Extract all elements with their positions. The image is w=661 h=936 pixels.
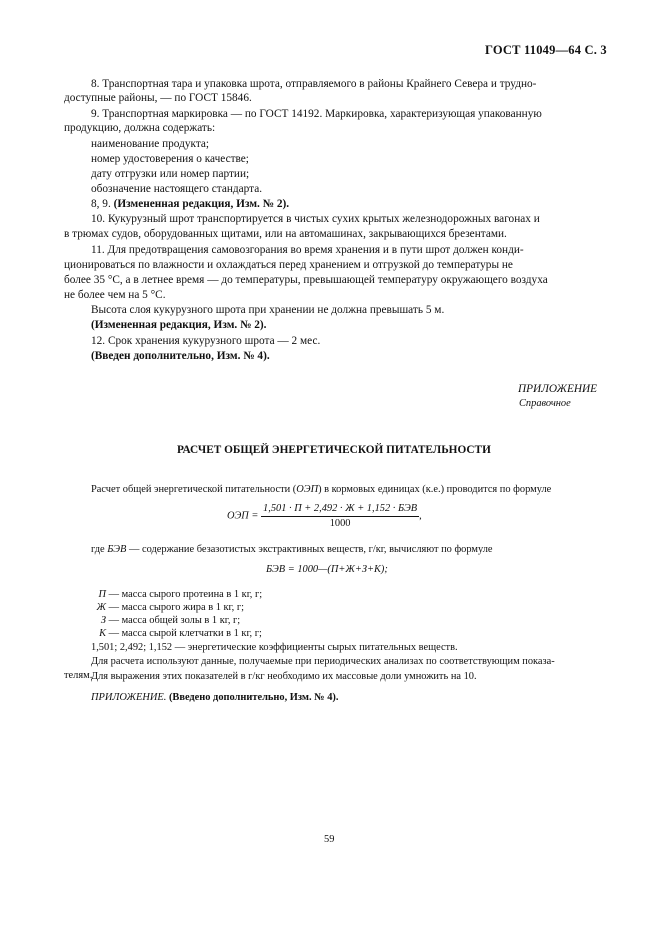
definition-text: — масса общей золы в 1 кг, г;	[108, 615, 241, 626]
formula-lhs: ОЭП =	[227, 510, 259, 522]
paragraph-8-line1: 8. Транспортная тара и упаковка шрота, отправляемого в районы Крайнего Севера и трудно-	[91, 78, 537, 90]
marking-item: обозначение настоящего стандарта.	[91, 183, 263, 195]
intro-oep: ОЭП	[296, 484, 319, 495]
intro-text-a: Расчет общей энергетической питательности (	[91, 484, 297, 495]
paragraph-11-line2: ционироваться по влажности и охлаждаться перед хранением и отгрузкой до температуры не	[64, 259, 513, 271]
appendix-footnote	[91, 691, 338, 705]
page-header: ГОСТ 11049—64 С. 3	[485, 43, 607, 57]
definition-item	[89, 588, 262, 602]
paragraph-11-line3: более 35 °С, а в летнее время — до температуры, превышающей температуру окружающего воздуха	[64, 274, 548, 286]
where-text-a: где	[91, 544, 108, 555]
marking-item: наименование продукта;	[91, 138, 210, 150]
intro-text-b: ) в кормовых единицах (к.е.) проводится по формуле	[318, 484, 552, 495]
marking-item: дату отгрузки или номер партии;	[91, 168, 250, 180]
usage-line2: телям.	[64, 670, 93, 681]
usage-line1: Для расчета используют данные, получаемые при периодических анализах по соответствующим показа-	[91, 656, 555, 667]
formula-comma: ,	[419, 510, 422, 522]
paragraph-11-line4: не более чем на 5 °С.	[64, 289, 166, 301]
paragraph-9-line1: 9. Транспортная маркировка — по ГОСТ 14192. Маркировка, характеризующая упакованную	[91, 108, 542, 120]
footnote-text: (Введено дополнительно, Изм. № 4).	[168, 692, 339, 703]
formula-numerator: 1,501 · П + 2,492 · Ж + 1,152 · БЭВ	[261, 502, 419, 517]
where-line	[91, 543, 493, 557]
coefficients-note: 1,501; 2,492; 1,152 — энергетические коэффициенты сырых питательных веществ.	[91, 642, 458, 653]
definition-symbol: З	[100, 615, 106, 626]
paragraph-10-line1: 10. Кукурузный шрот транспортируется в чистых сухих крытых железнодорожных вагонах и	[91, 213, 540, 225]
definition-text: — масса сырого протеина в 1 кг, г;	[108, 589, 263, 600]
revision-text: (Измененная редакция, Изм. № 2).	[113, 198, 290, 210]
appendix-title: РАСЧЕТ ОБЩЕЙ ЭНЕРГЕТИЧЕСКОЙ ПИТАТЕЛЬНОСТИ	[177, 444, 491, 456]
page-number: 59	[324, 834, 335, 845]
definition-item	[89, 601, 244, 615]
definition-text: — масса сырой клетчатки в 1 кг, г;	[108, 628, 262, 639]
definition-symbol: Ж	[96, 602, 106, 613]
introduction-note-12: (Введен дополнительно, Изм. № 4).	[91, 350, 270, 362]
appendix-label: ПРИЛОЖЕНИЕ	[518, 383, 598, 395]
multiply-note: Для выражения этих показателей в г/кг необходимо их массовые доли умножить на 10.	[91, 671, 477, 682]
appendix-intro	[91, 483, 551, 497]
revision-number: 8, 9.	[91, 198, 111, 210]
paragraph-12: 12. Срок хранения кукурузного шрота — 2 мес.	[91, 335, 321, 347]
formula-oep	[227, 502, 422, 530]
appendix-sublabel: Справочное	[519, 398, 571, 409]
where-bev: БЭВ	[107, 544, 127, 555]
paragraph-8-line2: доступные районы, — по ГОСТ 15846.	[64, 92, 252, 104]
definition-symbol: К	[99, 628, 106, 639]
marking-item: номер удостоверения о качестве;	[91, 153, 249, 165]
formula-fraction	[261, 502, 419, 530]
paragraph-9-line2: продукцию, должна содержать:	[64, 122, 216, 134]
paragraph-11-line5: Высота слоя кукурузного шрота при хранении не должна превышать 5 м.	[91, 304, 445, 316]
definition-item	[89, 614, 240, 628]
formula-denominator: 1000	[329, 517, 351, 529]
footnote-label: ПРИЛОЖЕНИЕ.	[91, 692, 167, 703]
paragraph-10-line2: в трюмах судов, оборудованных щитами, или на автомашинах, закрывающихся брезентами.	[64, 228, 507, 240]
definition-text: — масса сырого жира в 1 кг, г;	[108, 602, 244, 613]
paragraph-11-line1: 11. Для предотвращения самовозгорания во время хранения и в пути шрот должен конди-	[91, 244, 524, 256]
formula-bev: БЭВ = 1000—(П+Ж+З+К);	[266, 564, 388, 575]
definition-symbol: П	[98, 589, 106, 600]
revision-note-11: (Измененная редакция, Изм. № 2).	[91, 319, 267, 331]
where-text-b: — содержание безазотистых экстрактивных веществ, г/кг, вычисляют по формуле	[126, 544, 493, 555]
revision-note-8-9	[91, 197, 289, 212]
definition-item	[89, 627, 262, 641]
